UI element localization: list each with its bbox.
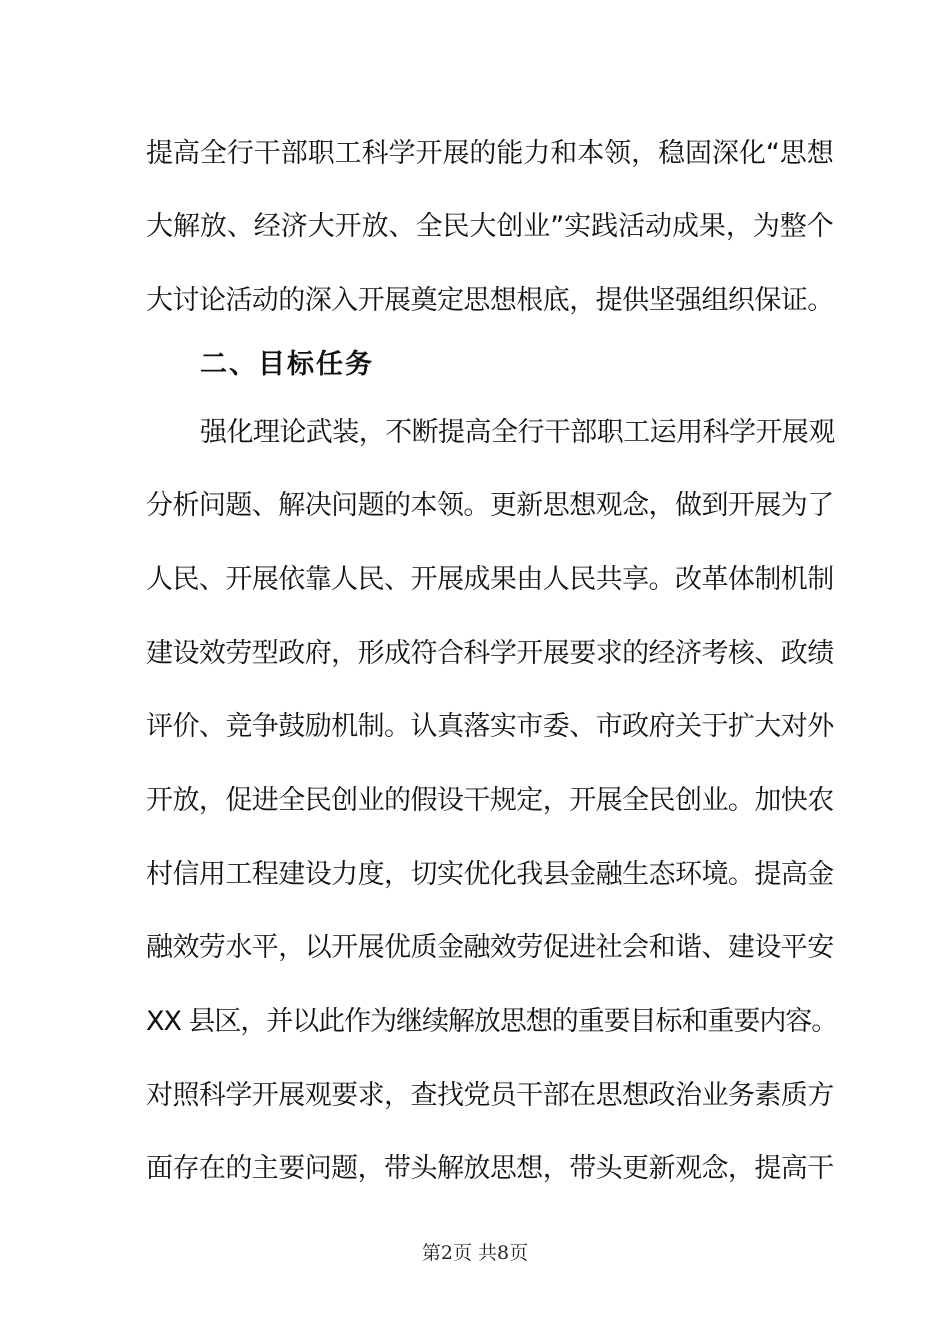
paragraph-line: 评价、竞争鼓励机制。认真落实市委、市政府关于扩大对外 <box>146 711 834 742</box>
section-heading: 二、目标任务 <box>200 349 374 380</box>
paragraph-line: 面存在的主要问题，带头解放思想，带头更新观念，提高干 <box>146 1153 834 1184</box>
paragraph-line: 村信用工程建设力度，切实优化我县金融生态环境。提高金 <box>146 859 834 890</box>
page-footer: 第2页 共8页 <box>421 1242 529 1264</box>
paragraph-line: 建设效劳型政府，形成符合科学开展要求的经济考核、政绩 <box>146 638 834 669</box>
paragraph-line: 大讨论活动的深入开展奠定思想根底，提供坚强组织保证。 <box>146 285 834 316</box>
paragraph-line: 提高全行干部职工科学开展的能力和本领，稳固深化“思想 <box>146 138 834 169</box>
paragraph-line: 人民、开展依靠人民、开展成果由人民共享。改革体制机制 <box>146 564 834 595</box>
paragraph-line: 融效劳水平，以开展优质金融效劳促进社会和谐、建设平安 <box>146 932 834 963</box>
paragraph-line: 开放，促进全民创业的假设干规定，开展全民创业。加快农 <box>146 785 834 816</box>
paragraph-line: 对照科学开展观要求，查找党员干部在思想政治业务素质方 <box>146 1080 834 1111</box>
paragraph-line: 强化理论武装，不断提高全行干部职工运用科学开展观 <box>200 417 835 448</box>
paragraph-line: 分析问题、解决问题的本领。更新思想观念，做到开展为了 <box>146 490 834 521</box>
paragraph-line: XX 县区，并以此作为继续解放思想的重要目标和重要内容。 <box>146 1006 838 1037</box>
paragraph-line: 大解放、经济大开放、全民大创业”实践活动成果，为整个 <box>146 211 834 242</box>
